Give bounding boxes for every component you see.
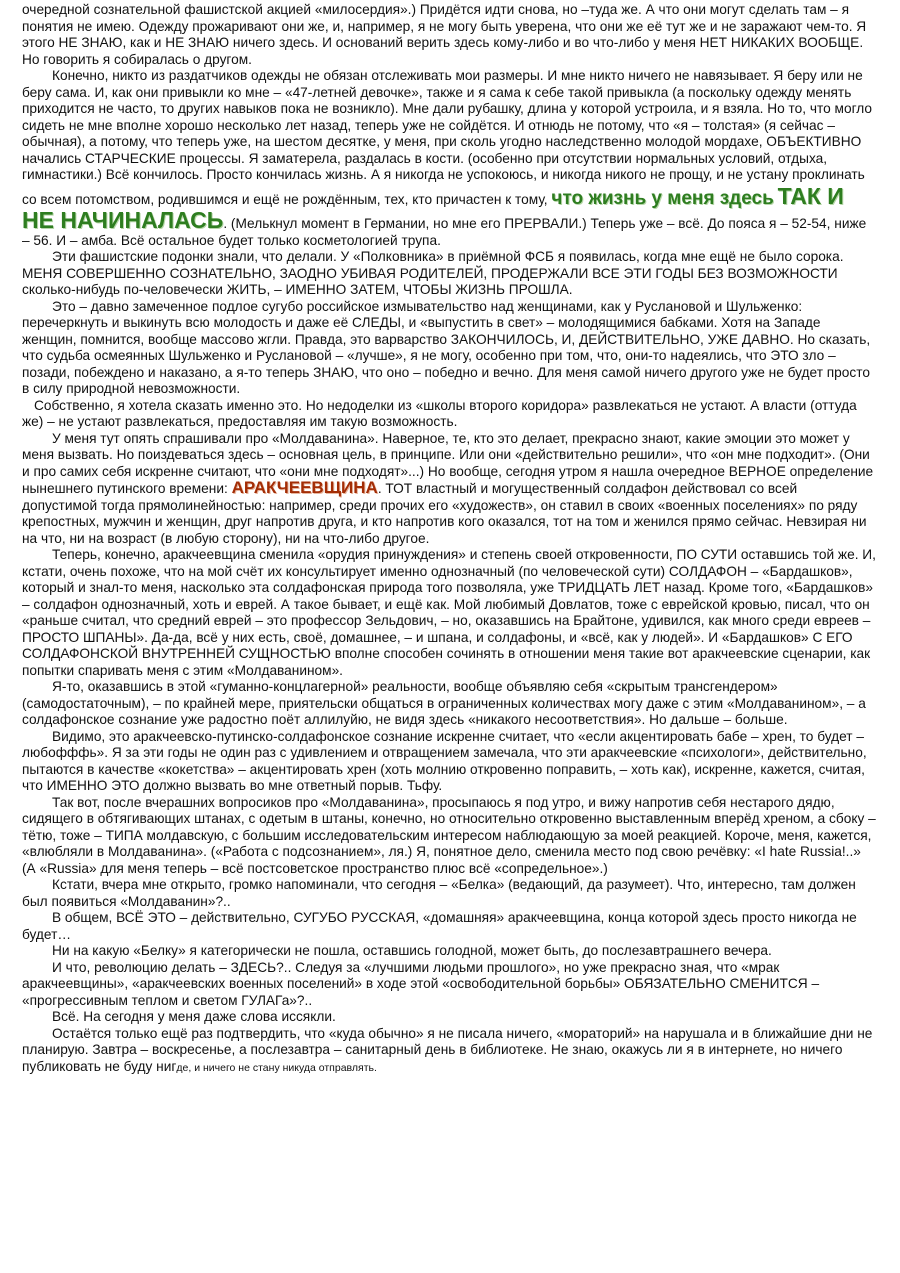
- paragraph-7: Теперь, конечно, аракчеевщина сменила «орудия принуждения» и степень своей откровенности, ПО СУТИ оставшись той же. И, кстати, очень похоже, что на мой счёт их консультирует именно однозначный (по человеческой сути) СОЛДАФОН – «Бардашков», который и знал-то меня, насколько эта солдафонская природа того позволяла, уже ТРИДЦАТЬ ЛЕТ назад. Кроме того, «Бардашков» – солдафон однозначный, хоть и еврей. А такое бывает, и ещё как. Мой любимый Довлатов, тоже с еврейской кровью, писал, что он «раньше считал, что средний еврей – это профессор Зельдович, – но, оказавшись на Брайтоне, удивился, как много среди евреев – ПРОСТО ШПАНЫ». Да-да, всё у них есть, своё, домашнее, – и шпана, и солдафоны, и «всё, как у людей». И «Бардашков» С ЕГО СОЛДАФОНСКОЙ ВНУТРЕННЕЙ СУЩНОСТЬЮ вполне способен сочинять в отношении меня такие вот аракчеевские сценарии, как попытки спаривать меня с этим «Молдаванином».: [22, 547, 876, 678]
- paragraph-15: Всё. На сегодня у меня даже слова иссякли.: [52, 1009, 336, 1024]
- paragraph-4: Это – давно замеченное подлое сугубо российское измывательство над женщинами, как у Руслановой и Шульженко: перечеркнуть и выкинуть всю молодость и даже её СЛЕДЫ, и «выпустить в свет» – молодящимися бабками. Хотя на Западе женщин, помнится, вообще массово жгли. Правда, это варварство ЗАКОНЧИЛОСЬ, И, ДЕЙСТВИТЕЛЬНО, УЖЕ ДАВНО. Но сказать, что судьба осмеянных Шульженко и Руслановой – «лучше», я не могу, особенно при том, что, они-то надеялись, что ЭТО зло – позади, побеждено и наказано, а я-то теперь ЗНАЮ, что оно – победно и вечно. Для меня самой ничего другого уже не будет просто в силу природной невозможности.: [22, 298, 871, 396]
- paragraph-6-text: У меня тут опять спрашивали про «Молдаванина». Наверное, те, кто это делает, прекрасно знают, какие эмоции это может у меня вызвать. Но поиздеваться здесь – основная цель, в принципе. Или они «действительно решили», что «он мне подходит». (Они и про самих себя искренне считают, что «они мне подходят»...) Но вообще, сегодня утром я нашла очередное ВЕРНОЕ определение нынешнего путинского времени:: [22, 430, 874, 496]
- paragraph-2-tail: . (Мелькнул момент в Германии, но мне его ПРЕРВАЛИ.) Теперь уже – всё. До пояса я – 52-54, ниже – 56. И – амба. Всё остальное будет только косметологией трупа.: [22, 216, 867, 248]
- highlight-life-here: что жизнь у меня здесь: [551, 187, 774, 209]
- paragraph-2-text: Конечно, никто из раздатчиков одежды не обязан отслеживать мои размеры. И мне никто ничего не навязывает. Я беру или не беру сама. И, как они привыкли ко мне – «47-летней девочке», также и я сама к себе такой привыкла (а поскольку одежду менять приходится не часто, то других навыков пока не возникло). Мне дали рубашку, длина у которой устроила, и я взяла. Но то, что могло сидеть не мне вполне хорошо несколько лет назад, теперь уже не сойдётся. И отнюдь не потому, что «я – толстая» (я сейчас – обычная), а потому, что теперь уже, на шестом десятке, у меня, при сколь угодно наследственно молодой мордахе, ОБЪЕКТИВНО начались СТАРЧЕСКИЕ процессы. Я заматерела, раздалась в кости. (особенно при отсутствии нормальных условий, отдыха, гимнастики.) Всё кончилось. Просто кончилась жизнь. А я никогда не успокоюсь, и никогда никого не прощу, и не устану проклинать со всем потомством, родившимся и ещё не рождённым, тех, кто причастен к тому,: [22, 68, 873, 207]
- paragraph-16-small: де, и ничего не стану никуда отправлять.: [176, 1061, 377, 1074]
- paragraph-6: [22, 431, 876, 548]
- paragraph-11: Кстати, вчера мне открыто, громко напоминали, что сегодня – «Белка» (ведающий, да разумеет). Что, интересно, там должен был появиться «Молдаванин»?..: [22, 877, 856, 909]
- paragraph-2: [22, 68, 876, 249]
- paragraph-16-text: Остаётся только ещё раз подтвердить, что «куда обычно» я не писала ничего, «мораторий» на нарушала и в ближайшие дни не планирую. Завтра – воскресенье, а послезавтра – санитарный день в библиотеке. Не знаю, окажусь ли я в интернете, но ничего публиковать не буду ниг: [22, 1025, 873, 1074]
- paragraph-12: В общем, ВСЁ ЭТО – действительно, СУГУБО РУССКАЯ, «домашняя» аракчеевщина, конца которой здесь просто никогда не будет…: [22, 910, 857, 942]
- paragraph-14: И что, революцию делать – ЗДЕСЬ?.. Следуя за «лучшими людьми прошлого», но уже прекрасно зная, что «мрак аракчеевщины», «аракчеевских военных поселений» в ходе этой «освободительной борьбы» ОБЯЗАТЕЛЬНО СМЕНИТСЯ – «прогрессивным теплом и светом ГУЛАГа»?..: [22, 959, 820, 1008]
- paragraph-13: Ни на какую «Белку» я категорически не пошла, оставшись голодной, может быть, до послезавтрашнего вечера.: [52, 943, 772, 958]
- paragraph-5: Собственно, я хотела сказать именно это. Но недоделки из «школы второго коридора» развлекаться не устают. А власти (оттуда же) – не устают развлекаться, предоставляя им такую возможность.: [22, 397, 857, 429]
- paragraph-6-tail: . ТОТ властный и могущественный солдафон действовал со всей допустимой тогда прямолинейностью: например, среди прочих его «художеств», он ставил в своих «военных поселениях» по ряду крепостных, мужчин и женщин, друг напротив друга, и кто напротив кого оказался, тот на том и женился прямо сейчас. Невзирая ни на что, ни на возраст (в любую сторону), ни на что-либо другое.: [22, 481, 867, 546]
- paragraph-3: Эти фашистские подонки знали, что делали. У «Полковника» в приёмной ФСБ я появилась, когда мне ещё не было сорока. МЕНЯ СОВЕРШЕННО СОЗНАТЕЛЬНО, ЗАОДНО УБИВАЯ РОДИТЕЛЕЙ, ПРОДЕРЖАЛИ ВСЕ ЭТИ ГОДЫ БЕЗ ВОЗМОЖНОСТИ сколько-нибудь по-человечески ЖИТЬ, – ИМЕННО ЗАТЕМ, ЧТОБЫ ЖИЗНЬ ПРОШЛА.: [22, 249, 844, 297]
- paragraph-16: [22, 1026, 876, 1077]
- highlight-arakcheevshchina: АРАКЧЕЕВЩИНА: [231, 478, 378, 497]
- paragraph-8: Я-то, оказавшись в этой «гуманно-концлагерной» реальности, вообще объявляю себя «скрытым трансгендером» (самодостаточным), – по крайней мере, приятельски общаться в ограниченных количествах могу даже с этим «Молдаванином», – а солдафонское сознание уже радостно поёт аллилуйю, не видя здесь «никакого несоответствия». Но дальше – больше.: [22, 679, 866, 727]
- highlight-never-began: ТАК И НЕ НАЧИНАЛАСЬ: [22, 182, 844, 233]
- paragraph-1: очередной сознательной фашистской акцией «милосердия».) Придётся идти снова, но –туда же. А что они могут сделать там – я понятия не имею. Одежду прожаривают они же, и, например, я не могу быть уверена, что они же её тут же и не заражают чем-то. Я этого НЕ ЗНАЮ, как и НЕ ЗНАЮ ничего здесь. И оснований верить здесь кому-либо и во что-либо у меня НЕТ НИКАКИХ ВООБЩЕ. Но говорить я собиралась о другом.: [22, 2, 867, 67]
- paragraph-9: Видимо, это аракчеевско-путинско-солдафонское сознание искренне считает, что «если акцентировать бабе – хрен, то будет – любофффь». Я за эти годы не один раз с удивлением и отвращением замечала, что эти аракчеевские «психологи», действительно, пытаются в качестве «кокетства» – акцентировать хрен (хоть молнию откровенно поправить, – хоть как), искренне, кажется, считая, что ИМЕННО ЭТО должно вызвать во мне ответный порыв. Тьфу.: [22, 728, 867, 793]
- paragraph-10: Так вот, после вчерашних вопросиков про «Молдаванина», просыпаюсь я под утро, и вижу напротив себя нестарого дядю, сидящего в обтягивающих штанах, с одетым в штаны, конечно, но относительно откровенно выставленным вперёд хреном, а сбоку – тётю, тоже – ТИПА молдавскую, с большим исследовательским интересом наблюдающую за моей реакцией. Короче, меня, кажется, «влюбляли в Молдаванина». («Работа с подсознанием», ля.) Я, понятное дело, сменила место под свою речёвку: «I hate Russia!..» (А «Russia» для меня теперь – всё постсоветское пространство плюс всё «сопредельное».): [22, 794, 876, 876]
